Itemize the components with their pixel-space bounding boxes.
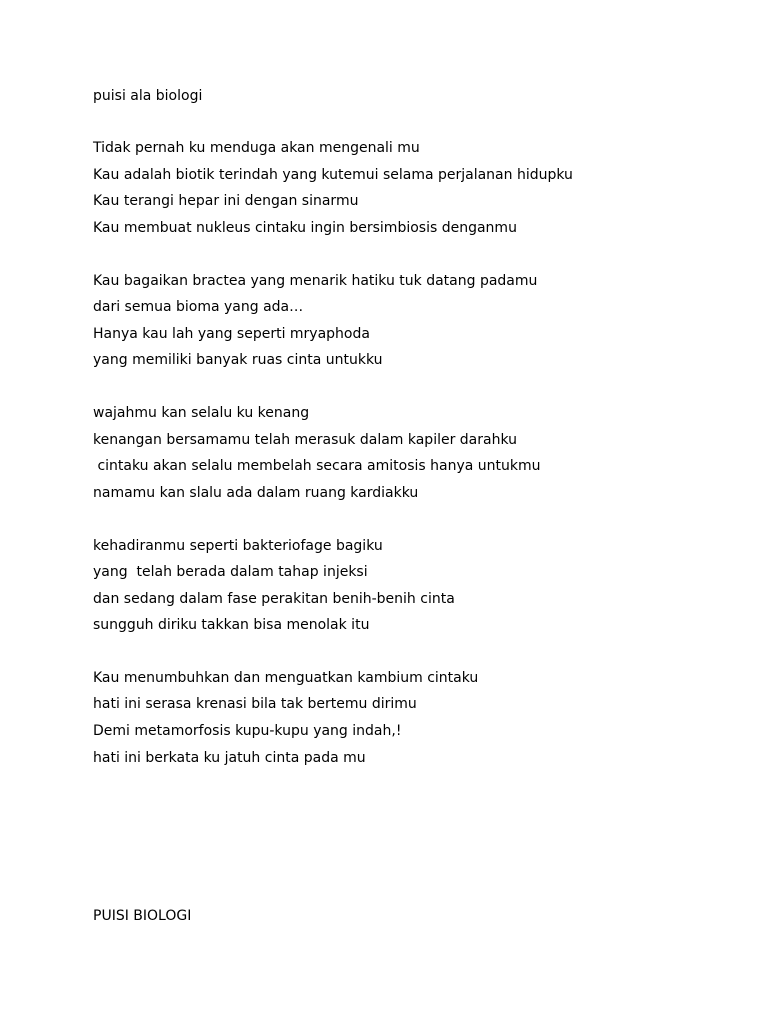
poem-line: dari semua bioma yang ada… bbox=[93, 299, 304, 315]
poem-line: sungguh diriku takkan bisa menolak itu bbox=[93, 617, 370, 633]
poem-line: yang memiliki banyak ruas cinta untukku bbox=[93, 352, 383, 368]
poem-line: Hanya kau lah yang seperti mryaphoda bbox=[93, 326, 370, 342]
poem-line: cintaku akan selalu membelah secara amitosis hanya untukmu bbox=[93, 458, 541, 474]
poem-line: kehadiranmu seperti bakteriofage bagiku bbox=[93, 538, 383, 554]
poem-line: hati ini serasa krenasi bila tak bertemu dirimu bbox=[93, 696, 417, 712]
poem-line: namamu kan slalu ada dalam ruang kardiakku bbox=[93, 485, 419, 501]
poem-line: Kau menumbuhkan dan menguatkan kambium cintaku bbox=[93, 670, 479, 686]
poem-title: puisi ala biologi bbox=[93, 88, 203, 104]
poem-line: Kau terangi hepar ini dengan sinarmu bbox=[93, 193, 359, 209]
poem-line: hati ini berkata ku jatuh cinta pada mu bbox=[93, 750, 366, 766]
poem-line: yang telah berada dalam tahap injeksi bbox=[93, 564, 368, 580]
poem-line: dan sedang dalam fase perakitan benih-benih cinta bbox=[93, 591, 455, 607]
second-poem-title: PUISI BIOLOGI bbox=[93, 908, 192, 924]
poem-line: Kau adalah biotik terindah yang kutemui selama perjalanan hidupku bbox=[93, 167, 573, 183]
poem-line: wajahmu kan selalu ku kenang bbox=[93, 405, 310, 421]
poem-line: Kau membuat nukleus cintaku ingin bersimbiosis denganmu bbox=[93, 220, 517, 236]
poem-line: Demi metamorfosis kupu-kupu yang indah,! bbox=[93, 723, 402, 739]
poem-line: Kau bagaikan bractea yang menarik hatiku tuk datang padamu bbox=[93, 273, 538, 289]
poem-line: kenangan bersamamu telah merasuk dalam kapiler darahku bbox=[93, 432, 518, 448]
poem-line: Tidak pernah ku menduga akan mengenali mu bbox=[93, 140, 420, 156]
